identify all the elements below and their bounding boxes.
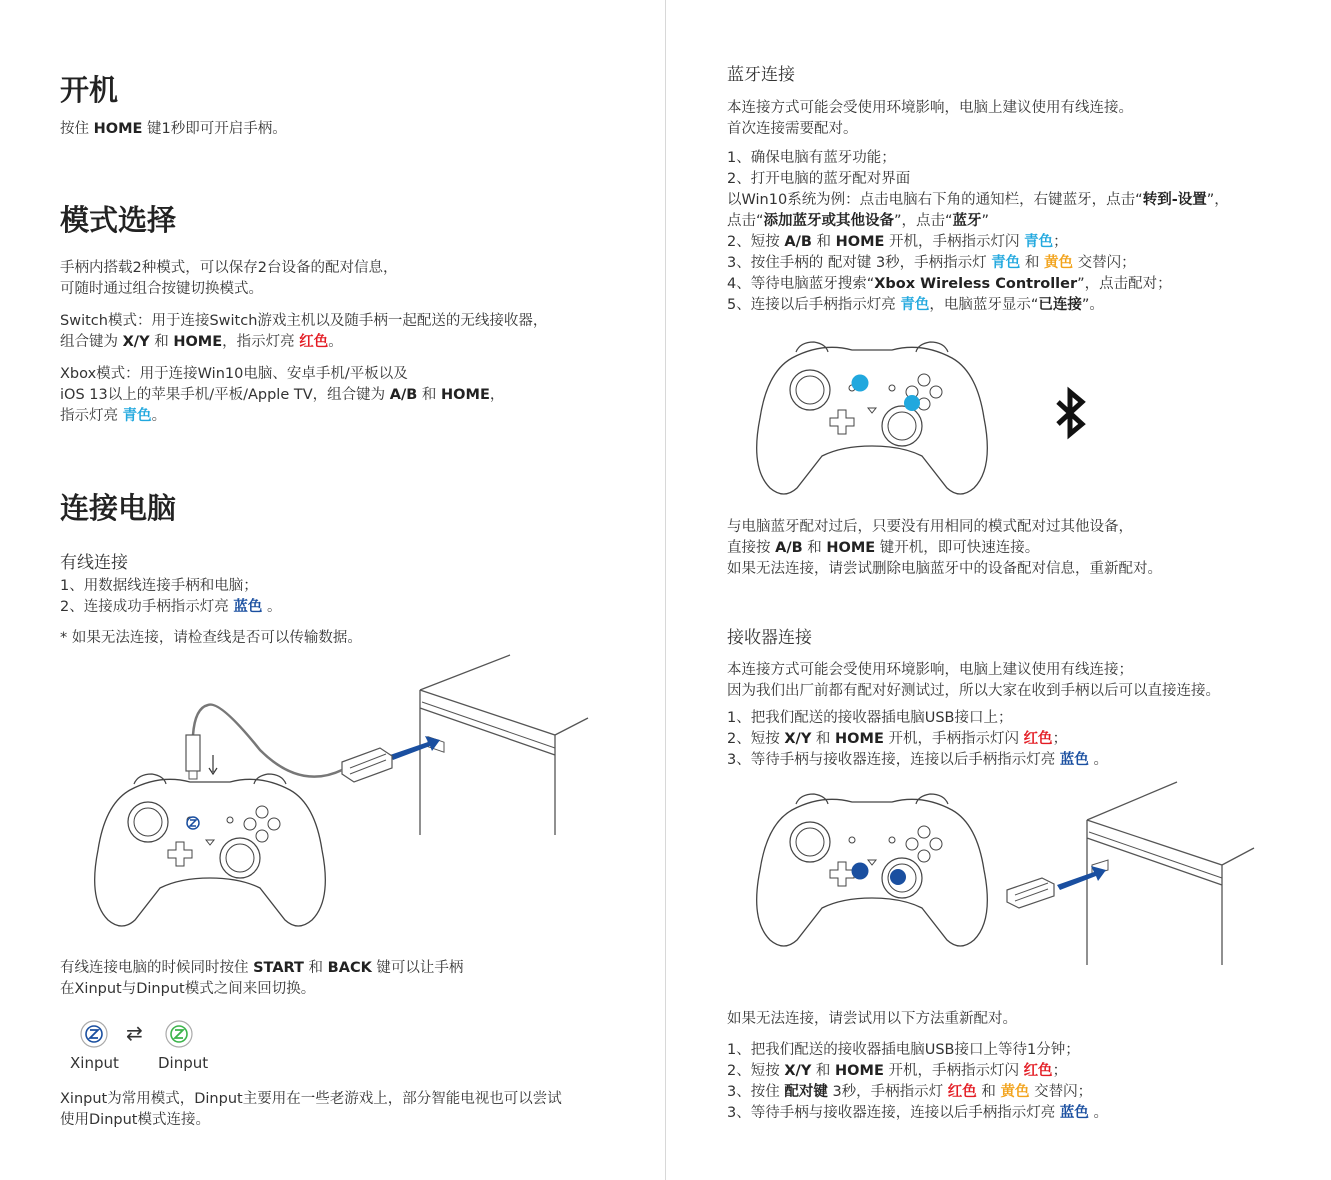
rx-retry-4: 3、等待手柄与接收器连接，连接以后手柄指示灯亮 蓝色 。 bbox=[727, 1105, 1108, 1121]
switch-input-note-2: 在Xinput与Dinput模式之间来回切换。 bbox=[60, 981, 316, 997]
dinput-icon bbox=[165, 1020, 193, 1048]
rx-intro-1: 本连接方式可能会受使用环境影响，电脑上建议使用有线连接； bbox=[727, 662, 1133, 678]
rx-step-3: 3、等待手柄与接收器连接，连接以后手柄指示灯亮 蓝色 。 bbox=[727, 752, 1108, 768]
wired-title: 有线连接 bbox=[60, 553, 128, 573]
bt-title: 蓝牙连接 bbox=[727, 65, 795, 85]
mode-title: 模式选择 bbox=[60, 203, 177, 237]
bt-after-2: 直接按 A/B 和 HOME 键开机，即可快速连接。 bbox=[727, 540, 1040, 556]
bluetooth-icon bbox=[1052, 388, 1092, 438]
wired-note: * 如果无法连接，请检查线是否可以传输数据。 bbox=[60, 630, 362, 646]
xbox-mode-line-3: 指示灯亮 青色。 bbox=[60, 408, 167, 424]
wired-step-1: 1、用数据线连接手柄和电脑； bbox=[60, 578, 258, 594]
xinput-icon bbox=[80, 1020, 108, 1048]
page-divider bbox=[665, 0, 666, 1180]
wired-illustration bbox=[60, 650, 600, 940]
power-line: 按住 HOME 键1秒即可开启手柄。 bbox=[60, 121, 287, 137]
footer-line-1: Xinput为常用模式，Dinput主要用在一些老游戏上，部分智能电视也可以尝试 bbox=[60, 1091, 562, 1107]
bt-step-5: 4、等待电脑蓝牙搜索“Xbox Wireless Controller”，点击配对； bbox=[727, 276, 1172, 292]
rx-retry-1: 1、把我们配送的接收器插电脑USB接口上等待1分钟； bbox=[727, 1042, 1080, 1058]
rx-title: 接收器连接 bbox=[727, 628, 812, 648]
footer-line-2: 使用Dinput模式连接。 bbox=[60, 1112, 210, 1128]
xbox-mode-line-1: Xbox模式：用于连接Win10电脑、安卓手机/平板以及 bbox=[60, 366, 408, 382]
bt-step-2: 2、打开电脑的蓝牙配对界面 bbox=[727, 171, 911, 187]
xinput-label: Xinput bbox=[70, 1054, 119, 1072]
bt-intro-2: 首次连接需要配对。 bbox=[727, 121, 858, 137]
rx-step-2: 2、短按 X/Y 和 HOME 开机，手柄指示灯闪 红色； bbox=[727, 731, 1068, 747]
bt-controller-illustration bbox=[752, 328, 1002, 508]
rx-retry-2: 2、短按 X/Y 和 HOME 开机，手柄指示灯闪 红色； bbox=[727, 1063, 1068, 1079]
bt-step-2a: 以Win10系统为例：点击电脑右下角的通知栏，右键蓝牙，点击“转到-设置”， bbox=[727, 192, 1229, 208]
rx-illustration bbox=[752, 780, 1262, 980]
rx-retry-3: 3、按住 配对键 3秒，手柄指示灯 红色 和 黄色 交替闪； bbox=[727, 1084, 1093, 1100]
power-title: 开机 bbox=[60, 73, 119, 107]
bt-step-3: 2、短按 A/B 和 HOME 开机，手柄指示灯闪 青色； bbox=[727, 234, 1068, 250]
rx-step-1: 1、把我们配送的接收器插电脑USB接口上； bbox=[727, 710, 1013, 726]
pc-title: 连接电脑 bbox=[60, 491, 177, 525]
bt-after-3: 如果无法连接，请尝试删除电脑蓝牙中的设备配对信息，重新配对。 bbox=[727, 561, 1162, 577]
rx-retry: 如果无法连接，请尝试用以下方法重新配对。 bbox=[727, 1011, 1017, 1027]
bt-step-4: 3、按住手柄的 配对键 3秒，手柄指示灯 青色 和 黄色 交替闪； bbox=[727, 255, 1136, 271]
switch-mode-line-2: 组合键为 X/Y 和 HOME，指示灯亮 红色。 bbox=[60, 334, 343, 350]
bt-intro-1: 本连接方式可能会受使用环境影响，电脑上建议使用有线连接。 bbox=[727, 100, 1133, 116]
switch-mode-line-1: Switch模式：用于连接Switch游戏主机以及随手柄一起配送的无线接收器， bbox=[60, 313, 548, 329]
bt-step-1: 1、确保电脑有蓝牙功能； bbox=[727, 150, 896, 166]
rx-intro-2: 因为我们出厂前都有配对好测试过，所以大家在收到手柄以后可以直接连接。 bbox=[727, 683, 1220, 699]
mode-intro-1: 手柄内搭载2种模式，可以保存2台设备的配对信息， bbox=[60, 260, 398, 276]
swap-arrows-icon: ⇄ bbox=[126, 1021, 143, 1045]
xbox-mode-line-2: iOS 13以上的苹果手机/平板/Apple TV，组合键为 A/B 和 HOME， bbox=[60, 387, 505, 403]
bt-step-2b: 点击“添加蓝牙或其他设备”，点击“蓝牙” bbox=[727, 213, 990, 229]
bt-after-1: 与电脑蓝牙配对过后，只要没有用相同的模式配对过其他设备， bbox=[727, 519, 1133, 535]
dinput-label: Dinput bbox=[158, 1054, 209, 1072]
bt-step-6: 5、连接以后手柄指示灯亮 青色，电脑蓝牙显示“已连接”。 bbox=[727, 297, 1104, 313]
switch-input-note-1: 有线连接电脑的时候同时按住 START 和 BACK 键可以让手柄 bbox=[60, 960, 464, 976]
mode-intro-2: 可随时通过组合按键切换模式。 bbox=[60, 281, 263, 297]
wired-step-2: 2、连接成功手柄指示灯亮 蓝色 。 bbox=[60, 599, 282, 615]
